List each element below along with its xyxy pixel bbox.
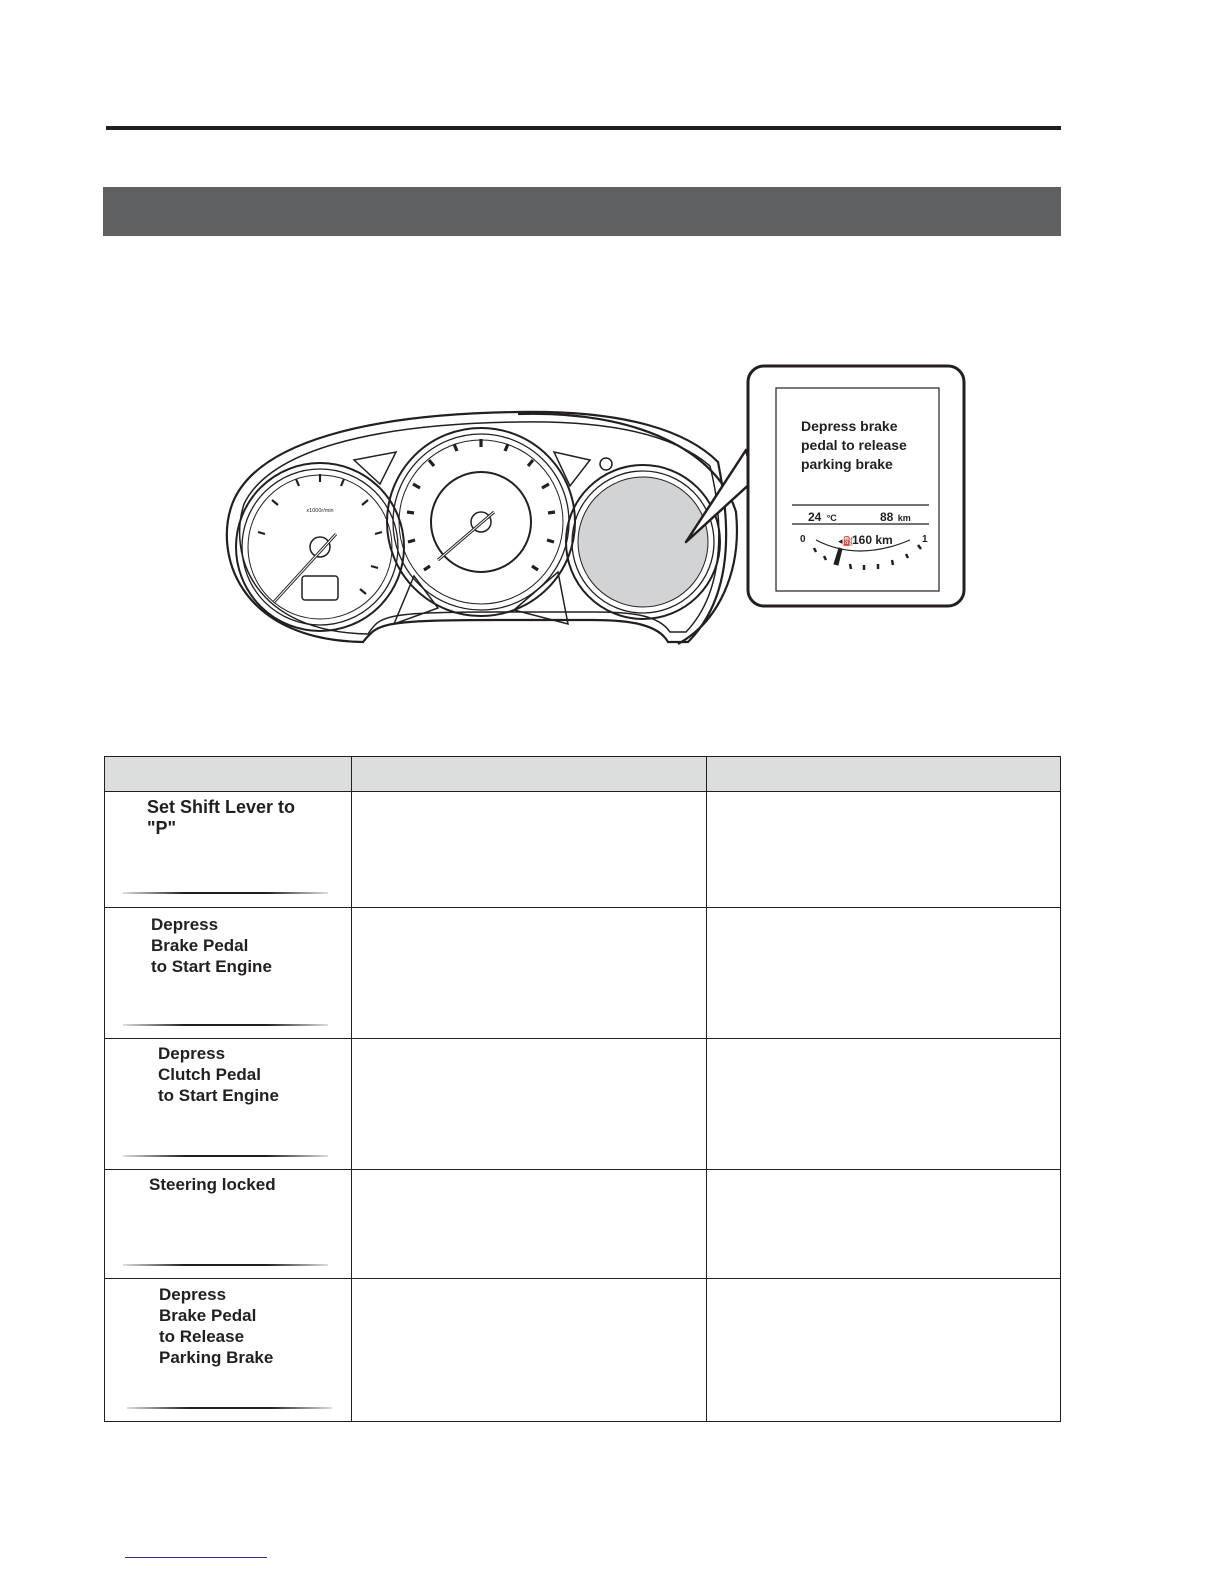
instrument-cluster-illustration [218, 362, 970, 646]
indicator-lamp [600, 458, 612, 470]
lower-lens-right [514, 572, 568, 624]
fuel-gauge-max: 1 [922, 534, 928, 545]
tachometer-bezel-outer [236, 463, 404, 631]
top-rule [106, 126, 1061, 130]
tachometer-hub [310, 537, 330, 557]
table-header-cell [706, 757, 1060, 792]
table-header-cell [352, 757, 706, 792]
message-table [104, 756, 1061, 1422]
fuel-icon: ◂⛽ [838, 536, 854, 546]
message-cell [352, 792, 706, 908]
message-display-cell [105, 908, 352, 1039]
table-row [105, 1170, 1061, 1279]
message-display-cell [105, 1039, 352, 1170]
table-row [105, 908, 1061, 1039]
section-header-bar [103, 187, 1061, 236]
table-row [105, 792, 1061, 908]
fuel-gauge-min: 0 [800, 534, 806, 545]
page-footer-link-underline [125, 1557, 267, 1558]
message-cell [352, 1279, 706, 1422]
table-row [105, 1039, 1061, 1170]
remaining-range: 88 km [880, 510, 911, 524]
message-display-text: Set Shift Lever to "P" [147, 797, 296, 838]
table-header-row [105, 757, 1061, 792]
message-cell [352, 1170, 706, 1279]
outside-temperature: 24 °C [808, 510, 837, 524]
display-underline [123, 1155, 328, 1157]
table-header-cell [105, 757, 352, 792]
display-underline [127, 1407, 332, 1409]
message-cell [352, 908, 706, 1039]
display-underline [123, 1264, 328, 1266]
info-display-message: Depress brake pedal to release parking brake [801, 418, 907, 472]
message-display-cell [105, 1279, 352, 1422]
display-underline [123, 1024, 328, 1026]
message-display-text: Depress Brake Pedal to Release Parking Brake [159, 1285, 274, 1367]
callout-frame [748, 366, 964, 606]
tachometer-unit-label: x1000r/min [306, 508, 334, 514]
message-display-cell [105, 792, 352, 908]
callout-pointer [686, 450, 754, 542]
message-cell [706, 1039, 1060, 1170]
lower-lens-left [394, 576, 438, 624]
message-display-text: Steering locked [149, 1175, 276, 1194]
info-display-screen [578, 477, 708, 607]
message-cell [706, 1279, 1060, 1422]
message-cell [706, 1170, 1060, 1279]
message-display-cell [105, 1170, 352, 1279]
message-display-text: Depress Brake Pedal to Start Engine [151, 915, 272, 976]
tachometer-bezel-inner [242, 469, 398, 625]
display-underline [123, 892, 328, 894]
warning-lens-left [354, 452, 396, 484]
message-cell [352, 1039, 706, 1170]
tachometer-display-window [302, 576, 338, 600]
message-cell [706, 908, 1060, 1039]
fuel-distance: 160 km [852, 533, 893, 547]
message-display-text: Depress Clutch Pedal to Start Engine [158, 1044, 279, 1105]
message-cell [706, 792, 1060, 908]
tachometer-face [248, 475, 392, 619]
table-row [105, 1279, 1061, 1422]
